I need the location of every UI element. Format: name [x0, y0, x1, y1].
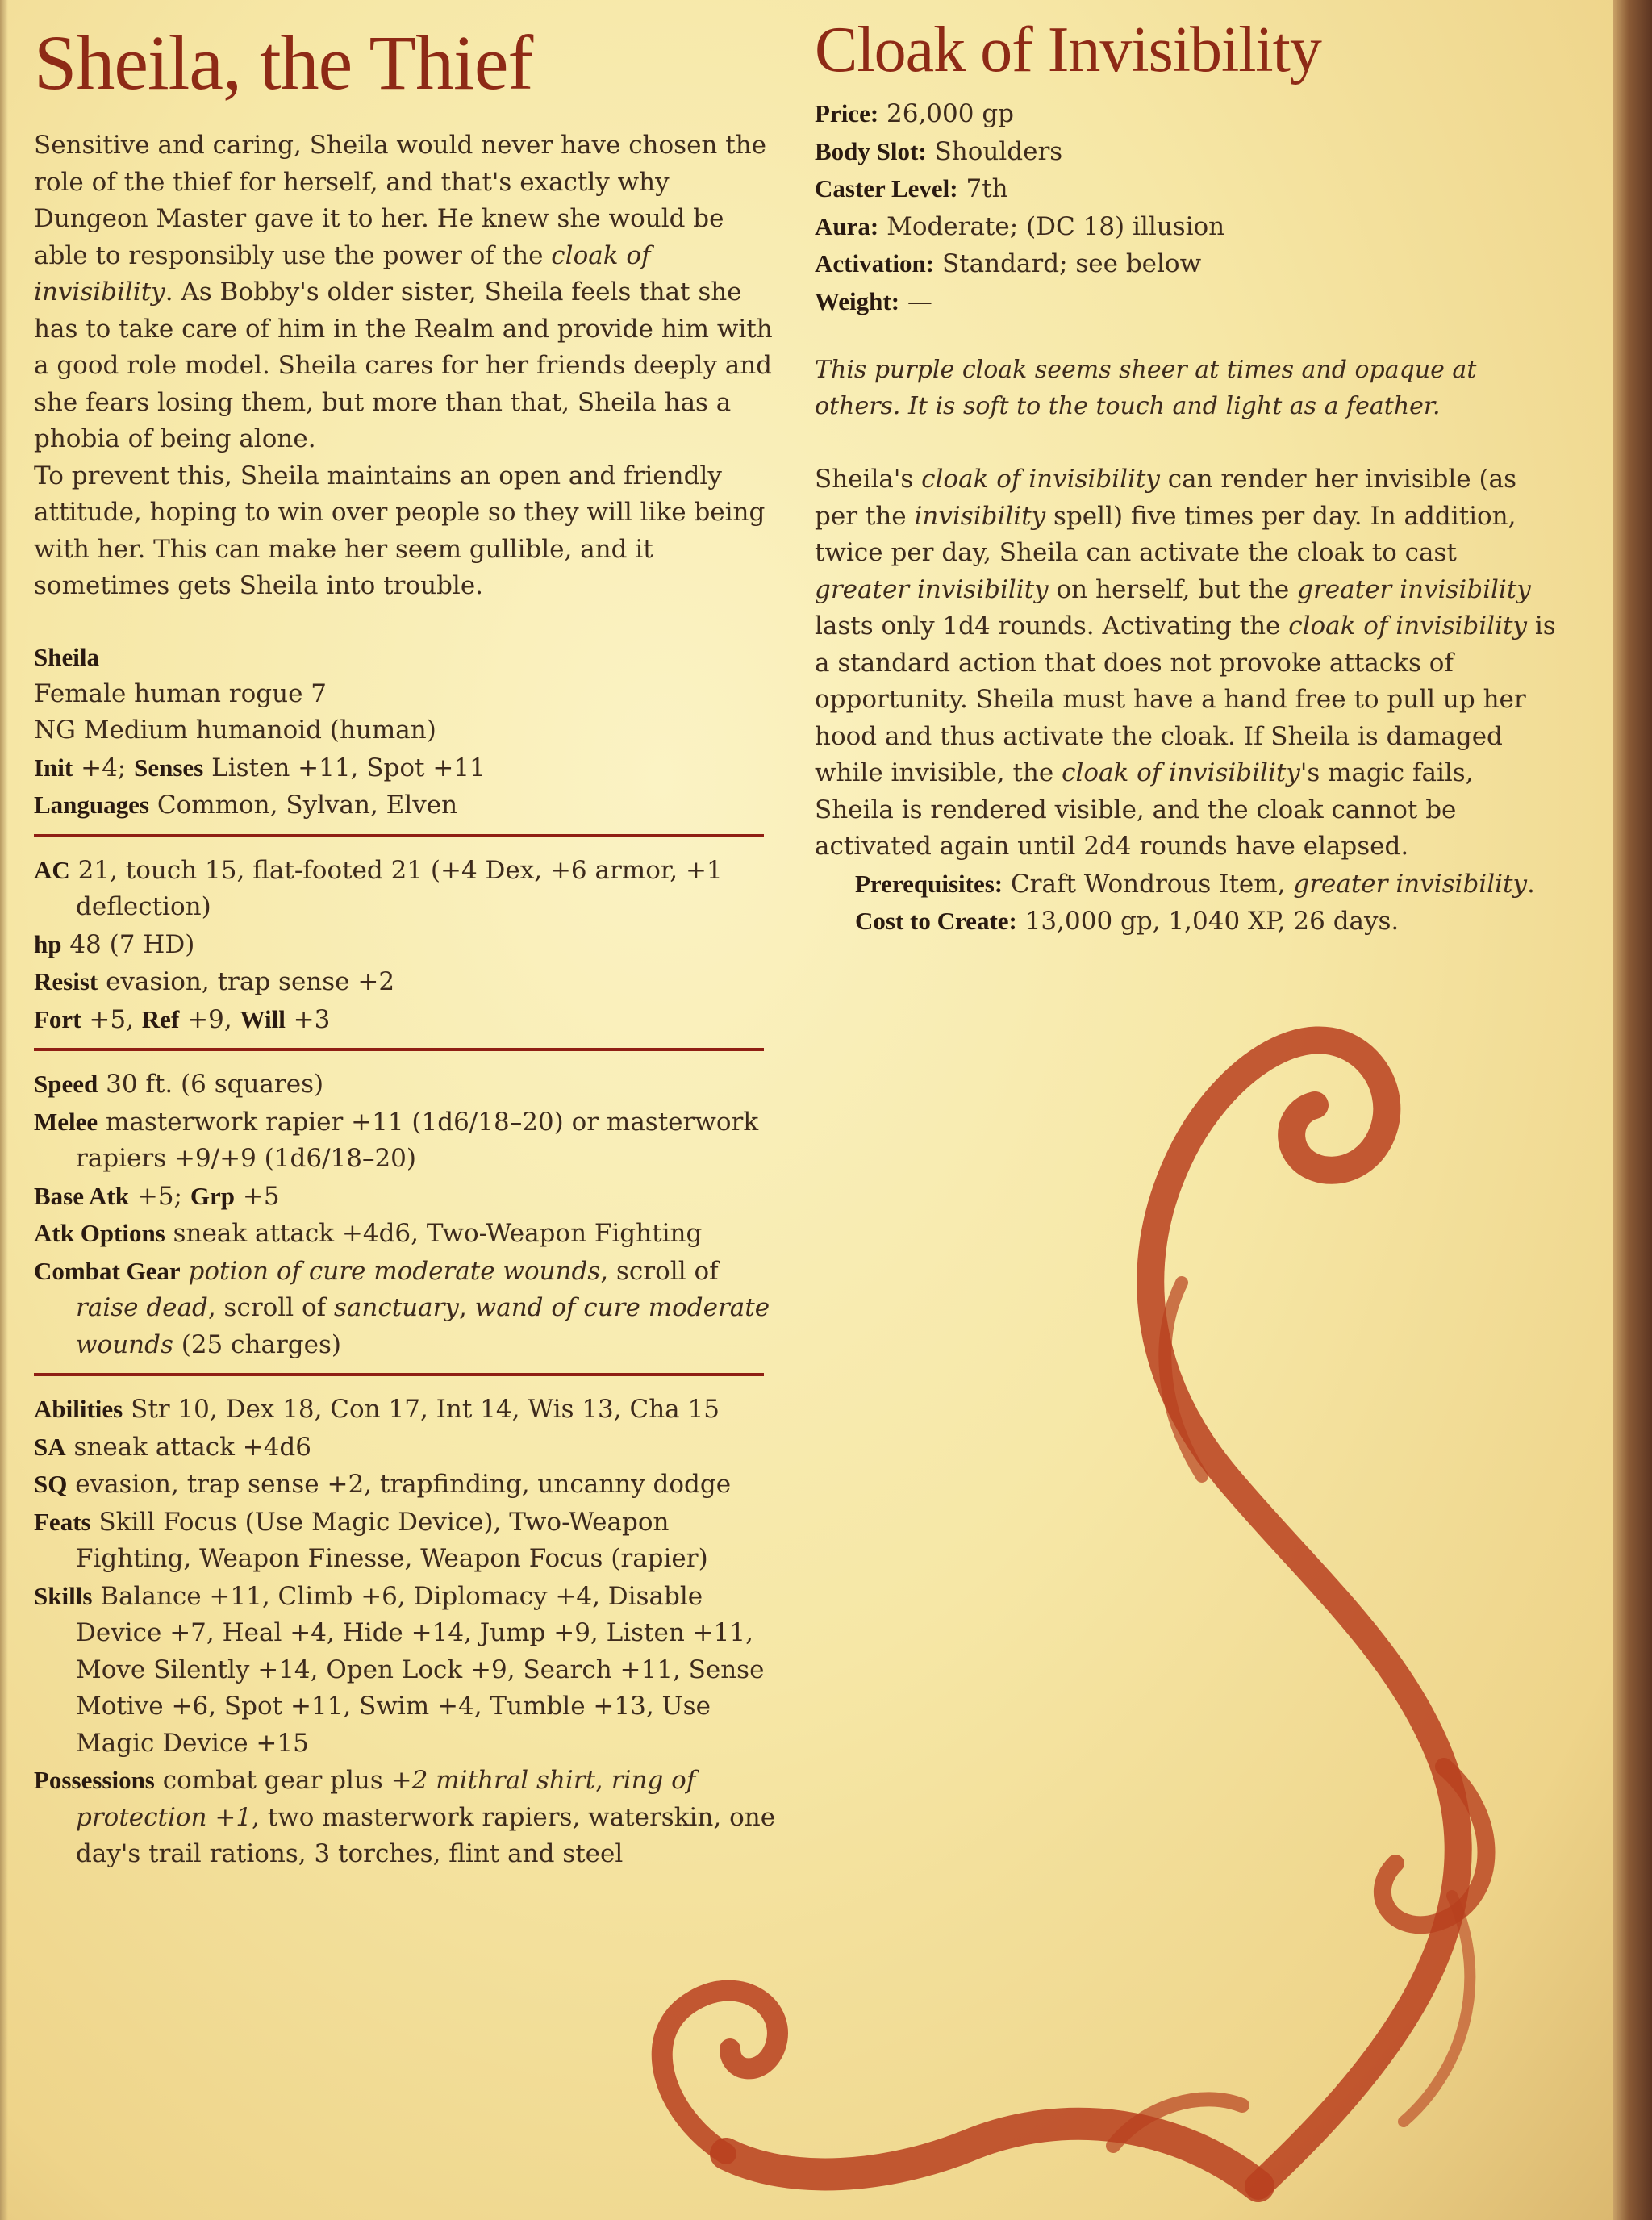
- special-attacks-line: SA sneak attack +4d6: [34, 1432, 311, 1462]
- item-title: Cloak of Invisibility: [815, 15, 1321, 86]
- attack-options-line: Atk Options sneak attack +4d6, Two-Weapon Fighting: [34, 1219, 703, 1248]
- ac-line: AC 21, touch 15, flat-footed 21 (+4 Dex, +6 armor, +1 deflection): [34, 855, 723, 921]
- possessions-line: Possessions combat gear plus +2 mithral shirt, ring of protection +1, two masterwork rapiers, waterskin, one day's trail rations, 3 torches, flint and steel: [34, 1766, 776, 1868]
- abilities-line: Abilities Str 10, Dex 18, Con 17, Int 14, Wis 13, Cha 15: [34, 1395, 720, 1424]
- resist-line: Resist evasion, trap sense +2: [34, 967, 395, 996]
- aura-line: Aura: Moderate; (DC 18) illusion: [815, 211, 1225, 241]
- character-description: [34, 127, 776, 605]
- speed-line: Speed 30 ft. (6 squares): [34, 1070, 324, 1099]
- item-stats: [815, 95, 1557, 320]
- saves-line: Fort +5, Ref +9, Will +3: [34, 1004, 331, 1034]
- page-edge-left: [0, 0, 8, 2220]
- melee-line: Melee masterwork rapier +11 (1d6/18–20) or masterwork rapiers +9/+9 (1d6/18–20): [34, 1107, 759, 1173]
- section-divider: [34, 1373, 764, 1376]
- body-slot-line: Body Slot: Shoulders: [815, 136, 1063, 166]
- base-attack-line: Base Atk +5; Grp +5: [34, 1181, 280, 1211]
- special-qualities-line: SQ evasion, trap sense +2, trapfinding, uncanny dodge: [34, 1470, 732, 1499]
- hp-line: hp 48 (7 HD): [34, 929, 195, 959]
- race-class: Female human rogue 7: [34, 678, 327, 708]
- init-senses-line: Init +4; Senses Listen +11, Spot +11: [34, 753, 486, 782]
- activation-line: Activation: Standard; see below: [815, 249, 1202, 278]
- feats-line: Feats Skill Focus (Use Magic Device), Two-Weapon Fighting, Weapon Finesse, Weapon Focus (rapier): [34, 1507, 708, 1573]
- price-line: Price: 26,000 gp: [815, 99, 1015, 128]
- creature-type: NG Medium humanoid (human): [34, 716, 436, 745]
- languages-line: Languages Common, Sylvan, Elven: [34, 791, 458, 820]
- intro-paragraph: Sensitive and caring, Sheila would never have chosen the role of the thief for herself, and that's exactly why Dungeon Master gave it to her. He knew she would be able to responsibly use the power of the cloak of invisibility. As Bobby's older sister, Sheila feels that she has to take care of him in the Realm and provide him with a good role model. Sheila cares for her friends deeply and she fears losing them, but more than that, Sheila has a phobia of being alone.: [34, 131, 773, 453]
- weight-line: Weight: —: [815, 286, 932, 316]
- item-description: [815, 461, 1557, 941]
- section-divider: [34, 834, 764, 837]
- caster-level-line: Caster Level: 7th: [815, 174, 1008, 203]
- cost-to-create-line: Cost to Create: 13,000 gp, 1,040 XP, 26 days.: [855, 907, 1400, 936]
- prerequisites-line: Prerequisites: Craft Wondrous Item, greater invisibility.: [855, 869, 1535, 899]
- description-paragraph: Sheila's cloak of invisibility can render her invisible (as per the invisibility spell) five times per day. In addition, twice per day, Sheila can activate the cloak to cast greater invisibility on herself, but the greater invisibility lasts only 1d4 rounds. Activating the cloak of invisibility is a standard action that does not provoke attacks of opportunity. Sheila must have a hand free to pull up her hood and thus activate the cloak. If Sheila is damaged while invisible, the cloak of invisibility's magic fails, Sheila is rendered visible, and the cloak cannot be activated again until 2d4 rounds have elapsed.: [815, 465, 1556, 861]
- skills-line: Skills Balance +11, Climb +6, Diplomacy +4, Disable Device +7, Heal +4, Hide +14, Jump +9, Listen +11, Move Silently +14, Open Lock +9, Search +11, Sense Motive +6, Spot +11, Swim +4, Tumble +13, Use Magic Device +15: [34, 1581, 765, 1758]
- combat-gear-line: Combat Gear potion of cure moderate wounds, scroll of raise dead, scroll of sanctuary, wand of cure moderate wounds (25 charges): [34, 1256, 770, 1359]
- stat-block: [34, 639, 776, 1873]
- flavor-text: This purple cloak seems sheer at times and opaque at others. It is soft to the touch and light as a feather.: [815, 356, 1477, 420]
- section-divider: [34, 1048, 764, 1051]
- intro-paragraph-2: To prevent this, Sheila maintains an open and friendly attitude, hoping to win over people so they will like being with her. This can make her seem gullible, and it sometimes gets Sheila into trouble.: [34, 461, 766, 600]
- character-title: Sheila, the Thief: [34, 19, 533, 106]
- stat-block-name: Sheila: [34, 643, 99, 671]
- book-spine-edge: [1613, 0, 1652, 2220]
